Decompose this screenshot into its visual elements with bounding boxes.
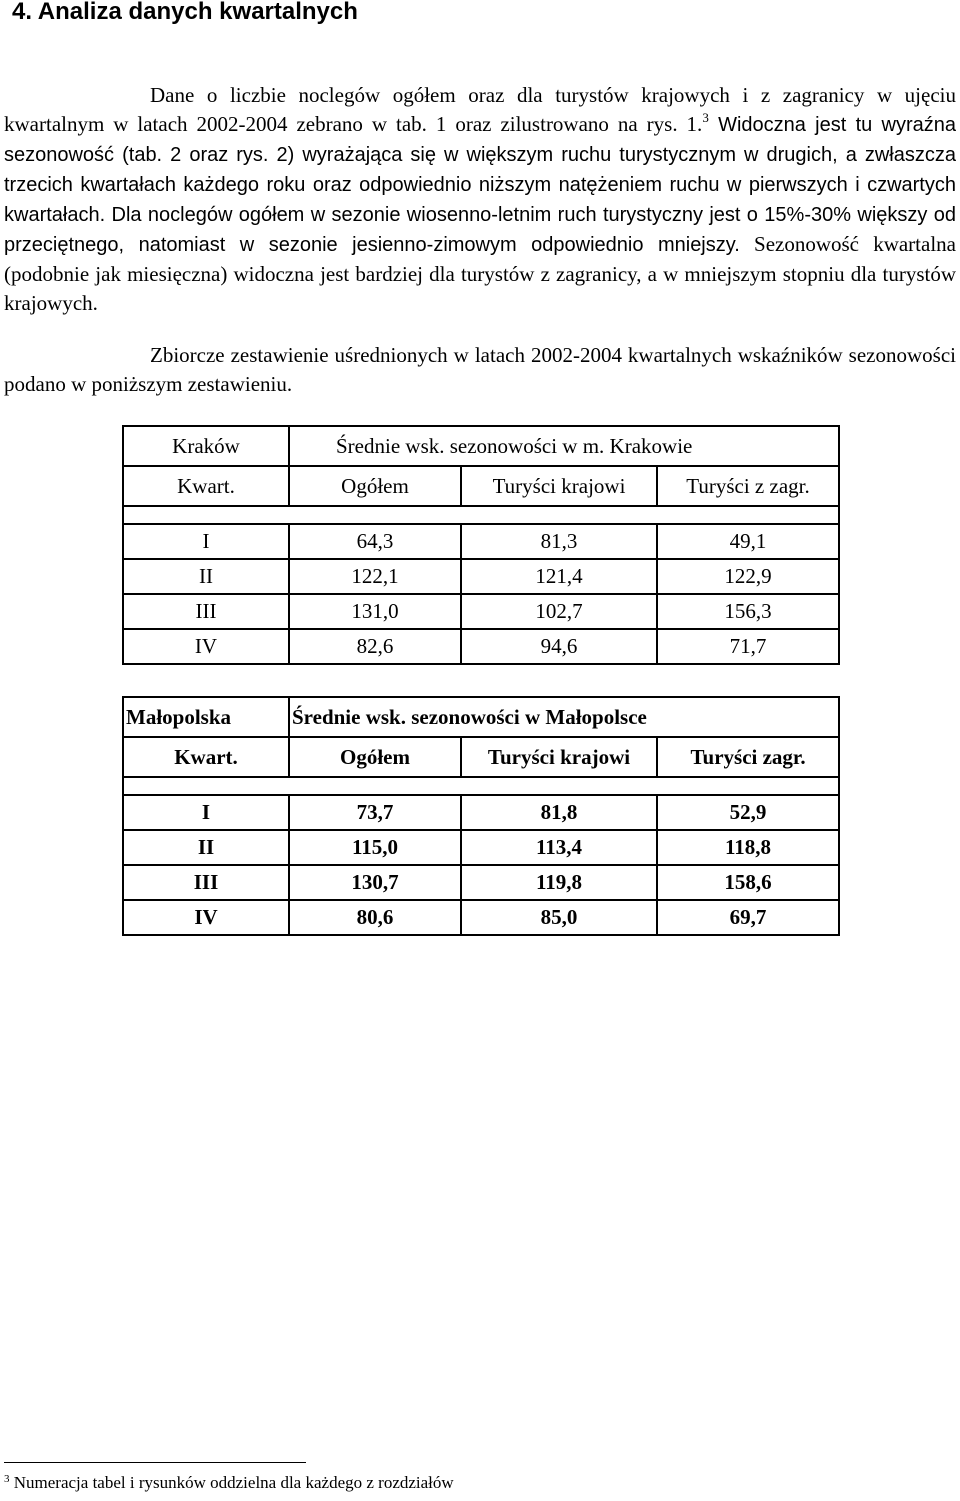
value-cell: 115,0 <box>289 830 461 865</box>
table-title: Średnie wsk. sezonowości w m. Krakowie <box>289 426 839 466</box>
paragraph-text: Sezonowość kwartalna (podobnie jak miesięczna) widoczna jest bardziej dla turystów z zagranicy, a w mniejszym stopniu dla turystów krajowych. <box>4 232 956 315</box>
quarter-cell: III <box>123 594 289 629</box>
value-cell: 81,8 <box>461 795 657 830</box>
quarter-cell: II <box>123 559 289 594</box>
quarter-cell: IV <box>123 629 289 664</box>
value-cell: 122,1 <box>289 559 461 594</box>
quarter-cell: IV <box>123 900 289 935</box>
value-cell: 102,7 <box>461 594 657 629</box>
footnote-marker: 3 <box>4 1473 10 1485</box>
value-cell: 80,6 <box>289 900 461 935</box>
table-title: Średnie wsk. sezonowości w Małopolsce <box>289 697 839 737</box>
column-header: Turyści krajowi <box>461 466 657 506</box>
quarter-cell: III <box>123 865 289 900</box>
value-cell: 64,3 <box>289 524 461 559</box>
summary-paragraph <box>4 341 956 399</box>
value-cell: 82,6 <box>289 629 461 664</box>
krakow-seasonality-table <box>122 425 840 665</box>
value-cell: 94,6 <box>461 629 657 664</box>
table-row <box>123 830 839 865</box>
column-header: Ogółem <box>289 737 461 777</box>
value-cell: 156,3 <box>657 594 839 629</box>
paragraph-text: Dane o liczbie noclegów ogółem oraz dla turystów krajowych i z zagranicy w ujęciu kwartalnym w latach 2002-2004 zebrano w tab. 1 oraz zilustrowano na rys. 1. <box>4 83 956 136</box>
value-cell: 158,6 <box>657 865 839 900</box>
quarter-cell: I <box>123 524 289 559</box>
value-cell: 113,4 <box>461 830 657 865</box>
column-header: Turyści zagr. <box>657 737 839 777</box>
intro-paragraph <box>4 81 956 318</box>
section-heading: 4. Analiza danych kwartalnych <box>12 0 358 25</box>
quarter-cell: I <box>123 795 289 830</box>
value-cell: 71,7 <box>657 629 839 664</box>
table-row <box>123 524 839 559</box>
footnote-reference[interactable]: 3 <box>702 110 709 125</box>
region-label: Kraków <box>123 426 289 466</box>
table-row <box>123 594 839 629</box>
paragraph-text-sans: Widoczna jest tu wyraźna sezonowość (tab. 2 oraz rys. 2) wyrażająca się w większym ruchu turystycznym w drugich, a zwłaszcza trzecich kwartałach każdego roku oraz odpowiednio niższym natężeniem ruchu w pierwszych i czwartych kwartałach. <box>4 114 956 226</box>
table-separator <box>123 506 839 524</box>
column-header: Ogółem <box>289 466 461 506</box>
table-row <box>123 559 839 594</box>
table-row <box>123 795 839 830</box>
paragraph-text-sans: Dla noclegów ogółem w sezonie wiosenno-letnim ruch turystyczny jest o 15%-30% większy od przeciętnego, natomiast w sezonie jesienno-zimowym odpowiednio mniejszy. <box>4 204 956 256</box>
table-row <box>123 629 839 664</box>
value-cell: 81,3 <box>461 524 657 559</box>
value-cell: 52,9 <box>657 795 839 830</box>
value-cell: 73,7 <box>289 795 461 830</box>
table-separator <box>123 777 839 795</box>
column-header: Kwart. <box>123 466 289 506</box>
region-label: Małopolska <box>123 697 289 737</box>
value-cell: 121,4 <box>461 559 657 594</box>
column-header: Kwart. <box>123 737 289 777</box>
footnote <box>4 1472 454 1494</box>
value-cell: 119,8 <box>461 865 657 900</box>
value-cell: 118,8 <box>657 830 839 865</box>
table-row <box>123 900 839 935</box>
value-cell: 69,7 <box>657 900 839 935</box>
malopolska-seasonality-table <box>122 696 840 936</box>
value-cell: 85,0 <box>461 900 657 935</box>
quarter-cell: II <box>123 830 289 865</box>
column-header: Turyści z zagr. <box>657 466 839 506</box>
footnote-text: Numeracja tabel i rysunków oddzielna dla każdego z rozdziałów <box>9 1473 454 1492</box>
column-header: Turyści krajowi <box>461 737 657 777</box>
value-cell: 122,9 <box>657 559 839 594</box>
value-cell: 130,7 <box>289 865 461 900</box>
table-row <box>123 865 839 900</box>
value-cell: 131,0 <box>289 594 461 629</box>
value-cell: 49,1 <box>657 524 839 559</box>
footnote-divider <box>4 1462 306 1463</box>
paragraph-text: Zbiorcze zestawienie uśrednionych w latach 2002-2004 kwartalnych wskaźników sezonowości podano w poniższym zestawieniu. <box>4 343 956 396</box>
